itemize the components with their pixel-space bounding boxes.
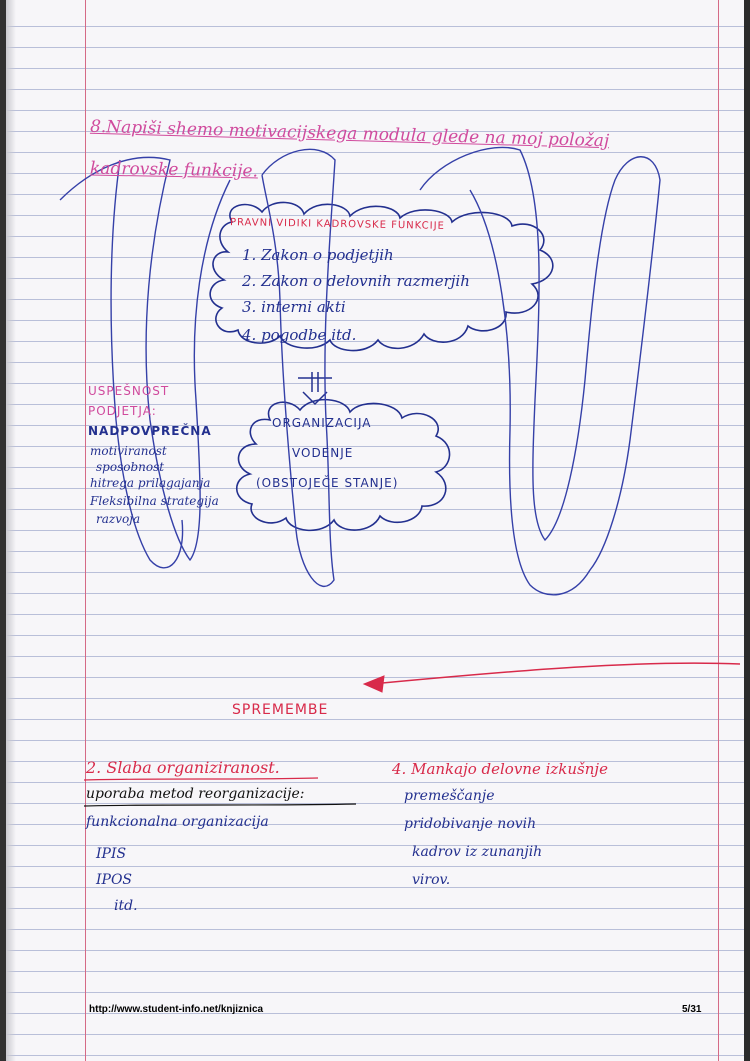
section-4-item-4: virov. (412, 872, 451, 888)
cloud-top-item-3: 3. interni akti (242, 298, 346, 316)
section-4-item-2: pridobivanje novih (404, 816, 537, 832)
cloud-top-item-1: 1. Zakon o podjetjih (242, 246, 394, 264)
cloud-bottom-line-1: ORGANIZACIJA (272, 416, 372, 430)
section-2-item-2: IPIS (96, 846, 127, 862)
blue-scribble-right (420, 147, 660, 594)
red-arrow-line (372, 663, 740, 684)
success-title-1: USPEŠNOST (88, 384, 170, 398)
blue-scribble-center (262, 149, 335, 586)
red-arrowhead (364, 676, 384, 692)
heading-line-1: 8.Napiši shemo motivacijskega modula glede na moj položaj (89, 116, 610, 152)
section-4-item-3: kadrov iz zunanjih (412, 844, 543, 860)
success-title-2: PODJETJA: (88, 404, 157, 418)
success-item-4: Fleksibilna strategija (90, 494, 219, 508)
footer-url[interactable]: http://www.student-info.net/knjiznica (89, 1004, 264, 1015)
changes-label: SPREMEMBE (232, 702, 329, 718)
success-level: NADPOVPREČNA (88, 424, 212, 438)
cloud-bottom-line-2: VODENJE (292, 446, 354, 460)
section-2-title: 2. Slaba organiziranost. (86, 758, 280, 777)
section-2-item-1: funkcionalna organizacija (86, 814, 269, 830)
success-item-1: motiviranost (90, 444, 167, 458)
title-underline (84, 778, 318, 780)
cloud-top-item-4: 4. pogodbe itd. (242, 326, 357, 344)
success-item-5: razvoja (96, 512, 141, 526)
section-2-subtitle: uporaba metod reorganizacije: (86, 786, 305, 802)
section-2-item-4: itd. (114, 898, 138, 914)
connector-arrowhead (303, 392, 327, 404)
section-4-item-1: premeščanje (404, 788, 495, 804)
success-item-2: sposobnost (96, 460, 165, 474)
cloud-bottom-line-3: (OBSTOJEČE STANJE) (256, 476, 399, 490)
section-2-item-3: IPOS (96, 872, 133, 888)
success-item-3: hitrega prilagajanja (90, 476, 211, 490)
cloud-top-item-2: 2. Zakon o delovnih razmerjih (242, 272, 470, 290)
footer-page-number: 5/31 (682, 1004, 702, 1015)
heading-line-2: kadrovske funkcije. (89, 158, 259, 182)
subtitle-underline (84, 804, 356, 806)
cloud-top-title: PRAVNI VIDIKI KADROVSKE FUNKCIJE (229, 217, 446, 232)
section-4-title: 4. Mankajo delovne izkušnje (392, 760, 608, 778)
